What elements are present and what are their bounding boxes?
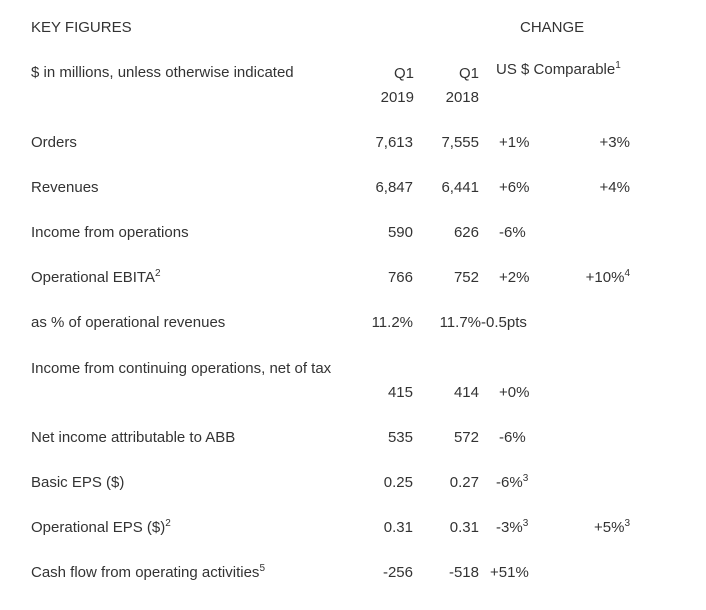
col-header-q1-2019 [374,62,414,110]
change-comparable [594,516,630,540]
value-q1-2018: 7,555 [441,134,479,151]
table-row [0,221,706,245]
value-q1-2019: 415 [387,384,413,401]
table-row [0,426,706,450]
value-q1-2018: 11.7% [439,314,481,331]
row-label [31,561,265,585]
table-row [0,561,706,585]
footnote-marker: 2 [165,518,171,529]
change-comparable [586,266,630,290]
col-header-q1-2018 [439,62,479,110]
row-label: Income from continuing operations, net of tax [31,360,332,377]
change-usd: +1% [499,134,530,151]
value-q1-2018: 0.27 [449,474,479,491]
table-row [0,360,706,405]
units-note: $ in millions, unless otherwise indicated [31,64,294,81]
change-usd: +2% [499,269,530,286]
value-q1-2019: 0.25 [383,474,413,491]
value-q1-2018: 0.31 [449,519,479,536]
col-header-q1-2019-year: 2019 [380,89,414,106]
table-row [0,311,706,335]
value-q1-2018: 414 [453,384,479,401]
change-comparable-text: +10% [585,269,625,286]
value-q1-2019: 11.2% [371,314,413,331]
value-q1-2019: 6,847 [375,179,413,196]
footnote-marker: 3 [624,518,630,529]
table-row [0,266,706,290]
col-header-q1-2019-quarter: Q1 [393,65,414,82]
row-label [31,516,171,540]
value-q1-2018: 626 [453,224,479,241]
change-usd [496,516,528,540]
footnote-marker: 4 [624,268,630,279]
row-label: Income from operations [31,224,189,241]
col-header-usd-comparable-label: US $ Comparable [496,61,616,78]
change-usd: +6% [499,179,530,196]
change-usd [496,471,528,495]
value-q1-2019: -256 [382,564,413,581]
table-title: KEY FIGURES [31,19,132,36]
table-row [0,131,706,155]
value-q1-2019: 766 [387,269,413,286]
footnote-marker: 1 [615,60,621,71]
value-q1-2019: 0.31 [383,519,413,536]
footnote-marker: 5 [259,563,265,574]
row-label: Basic EPS ($) [31,474,125,491]
value-q1-2019: 535 [387,429,413,446]
row-label: Net income attributable to ABB [31,429,236,446]
footnote-marker: 3 [522,473,529,484]
value-q1-2019: 590 [387,224,413,241]
col-header-q1-2018-quarter: Q1 [458,65,479,82]
row-label: as % of operational revenues [31,314,226,331]
col-header-usd-comparable [496,61,621,78]
change-usd: +0% [499,384,530,401]
change-usd-text: -6% [496,474,523,491]
value-q1-2018: 752 [453,269,479,286]
change-heading: CHANGE [520,19,585,36]
value-q1-2019: 7,613 [375,134,413,151]
footnote-marker: 2 [154,268,161,279]
change-comparable-text: +5% [593,519,625,536]
change-comparable: +4% [599,179,630,196]
col-header-q1-2018-year: 2018 [445,89,479,106]
table-row [0,516,706,540]
value-q1-2018: 572 [453,429,479,446]
row-label-text: Cash flow from operating activities [31,564,260,581]
row-label: Orders [31,134,77,151]
change-usd: -6% [499,429,526,446]
change-comparable: +3% [599,134,630,151]
row-label-text: Operational EBITA [31,269,155,286]
change-usd-text: -3% [496,519,523,536]
change-usd: -6% [499,224,526,241]
row-label-text: Operational EPS ($) [31,519,166,536]
change-usd: +51% [490,564,529,581]
value-q1-2018: 6,441 [441,179,479,196]
row-label: Revenues [31,179,99,196]
row-label [31,266,161,290]
change-usd: -0.5pts [481,314,527,331]
footnote-marker: 3 [522,518,529,529]
value-q1-2018: -518 [448,564,479,581]
table-row [0,471,706,495]
table-row [0,176,706,200]
